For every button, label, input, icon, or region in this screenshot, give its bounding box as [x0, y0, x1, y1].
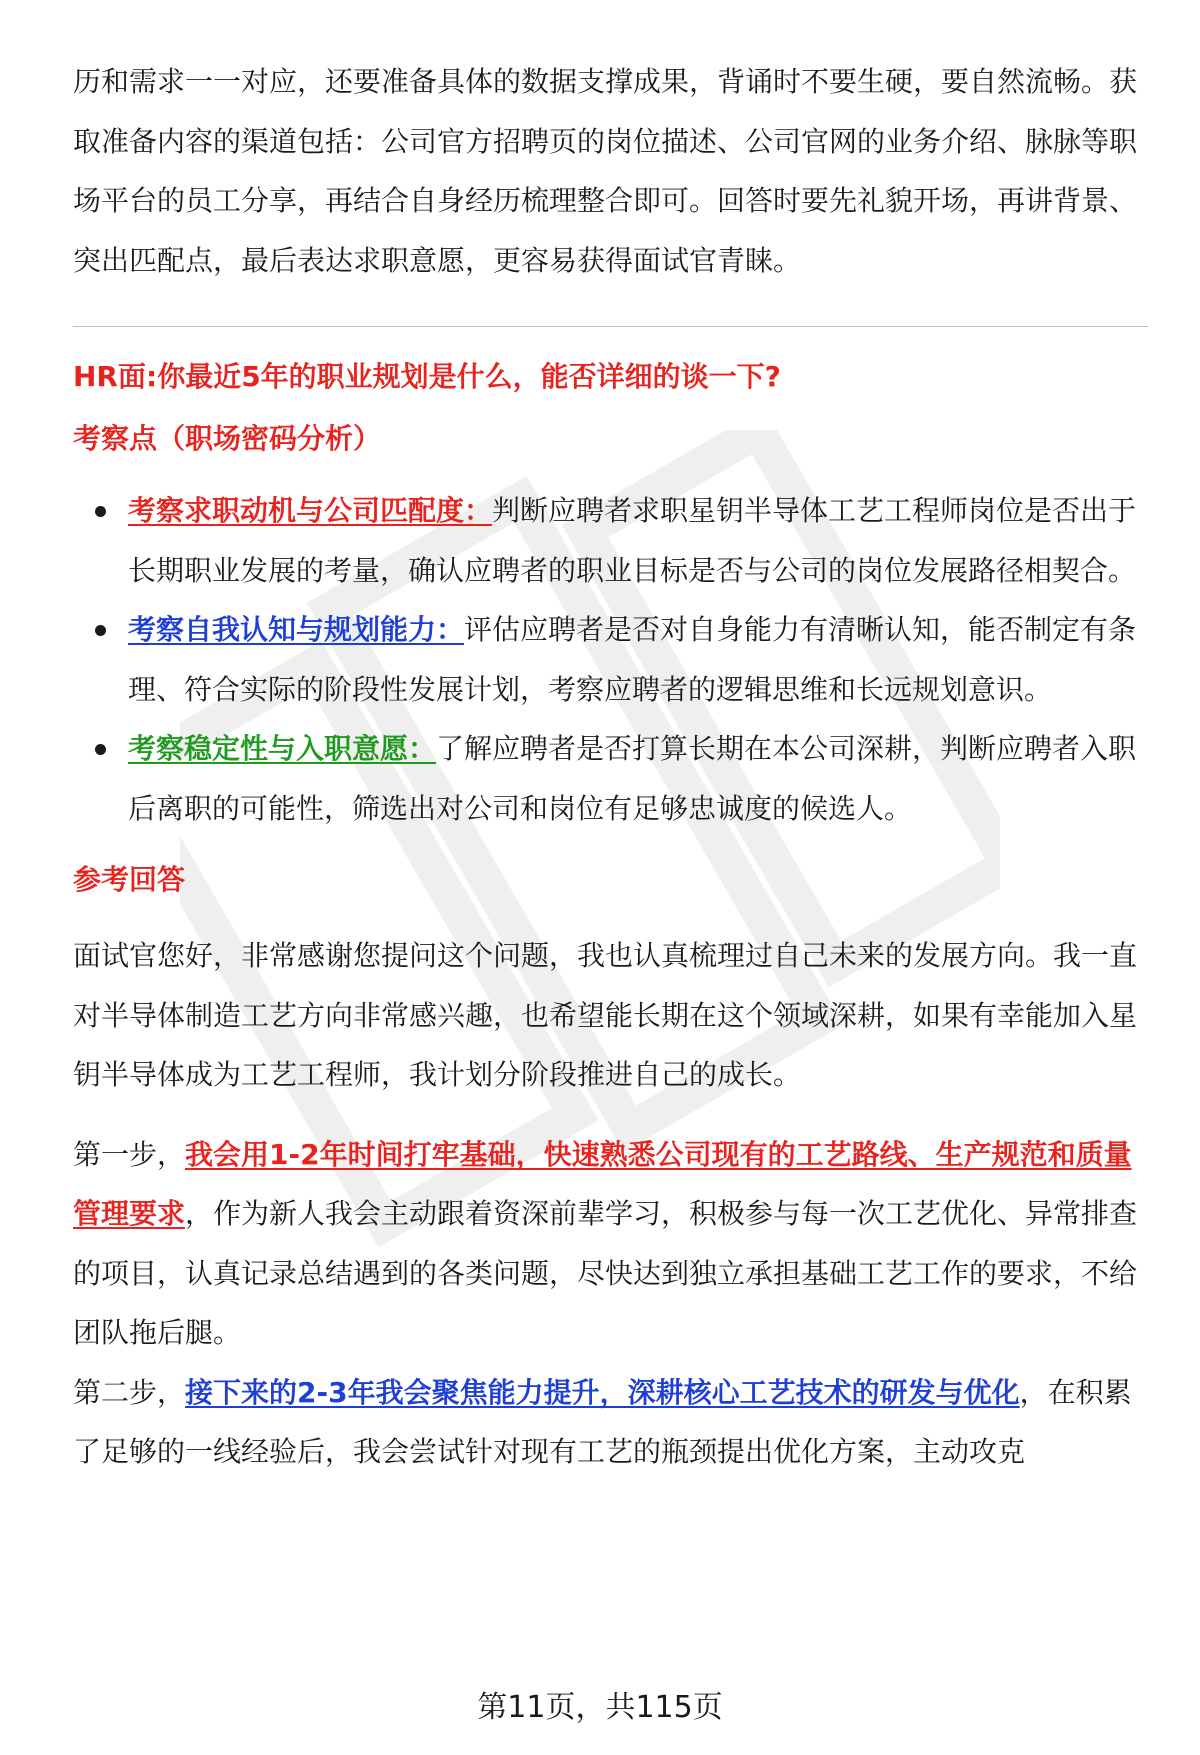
question-title: HR面:你最近5年的职业规划是什么，能否详细的谈一下?: [73, 360, 781, 393]
answer-intro-paragraph: 面试官您好，非常感谢您提问这个问题，我也认真梳理过自己未来的发展方向。我一直对半导体制造工艺方向非常感兴趣，也希望能长期在这个领域深耕，如果有幸能加入星钥半导体成为工艺工程师，我计划分阶段推进自己的成长。: [73, 939, 1138, 1091]
list-item: [73, 719, 1148, 838]
bullet-icon: [95, 625, 106, 636]
page-content: [73, 52, 1148, 1482]
step1-rest: ，作为新人我会主动跟着资深前辈学习，积极参与每一次工艺优化、异常排查的项目，认真记录总结遇到的各类问题，尽快达到独立承担基础工艺工作的要求，不给团队拖后腿。: [73, 1197, 1138, 1349]
point-text: 判断应聘者求职星钥半导体工艺工程师岗位是否出于长期职业发展的考量，确认应聘者的职业目标是否与公司的岗位发展路径相契合。: [128, 494, 1137, 587]
step1-prefix: 第一步，: [73, 1137, 186, 1171]
exam-points-heading: 考察点（职场密码分析）: [73, 422, 382, 455]
step1-highlight: 我会用1-2年时间打牢基础，快速熟悉公司现有的工艺路线、生产规范和质量管理要求: [73, 1137, 1132, 1230]
point-text: 了解应聘者是否打算长期在本公司深耕，判断应聘者入职后离职的可能性，筛选出对公司和岗位有足够忠诚度的候选人。: [128, 732, 1137, 825]
step2-paragraph: [73, 1363, 1148, 1482]
step1-paragraph: [73, 1125, 1148, 1363]
step2-rest: ，在积累了足够的一线经验后，我会尝试针对现有工艺的瓶颈提出优化方案，主动攻克: [73, 1375, 1132, 1468]
intro-paragraph: 历和需求一一对应，还要准备具体的数据支撑成果，背诵时不要生硬，要自然流畅。获取准备内容的渠道包括：公司官方招聘页的岗位描述、公司官网的业务介绍、脉脉等职场平台的员工分享，再结合自身经历梳理整合即可。回答时要先礼貌开场，再讲背景、突出匹配点，最后表达求职意愿，更容易获得面试官青睐。: [73, 65, 1138, 277]
bullet-icon: [95, 506, 106, 517]
point-label: 考察自我认知与规划能力：: [128, 613, 465, 646]
exam-points-list: [73, 481, 1148, 838]
bullet-icon: [95, 744, 106, 755]
point-label: 考察稳定性与入职意愿：: [128, 732, 437, 765]
step2-prefix: 第二步，: [73, 1375, 186, 1409]
step2-highlight: 接下来的2-3年我会聚焦能力提升，深耕核心工艺技术的研发与优化: [185, 1375, 1020, 1409]
list-item: [73, 600, 1148, 719]
reference-answer-heading: 参考回答: [73, 863, 186, 896]
section-divider: [73, 326, 1148, 327]
point-label: 考察求职动机与公司匹配度：: [128, 494, 493, 527]
point-text: 评估应聘者是否对自身能力有清晰认知，能否制定有条理、符合实际的阶段性发展计划，考察应聘者的逻辑思维和长远规划意识。: [128, 613, 1137, 706]
page-number-footer: 第11页，共115页: [477, 1690, 723, 1725]
list-item: [73, 481, 1148, 600]
